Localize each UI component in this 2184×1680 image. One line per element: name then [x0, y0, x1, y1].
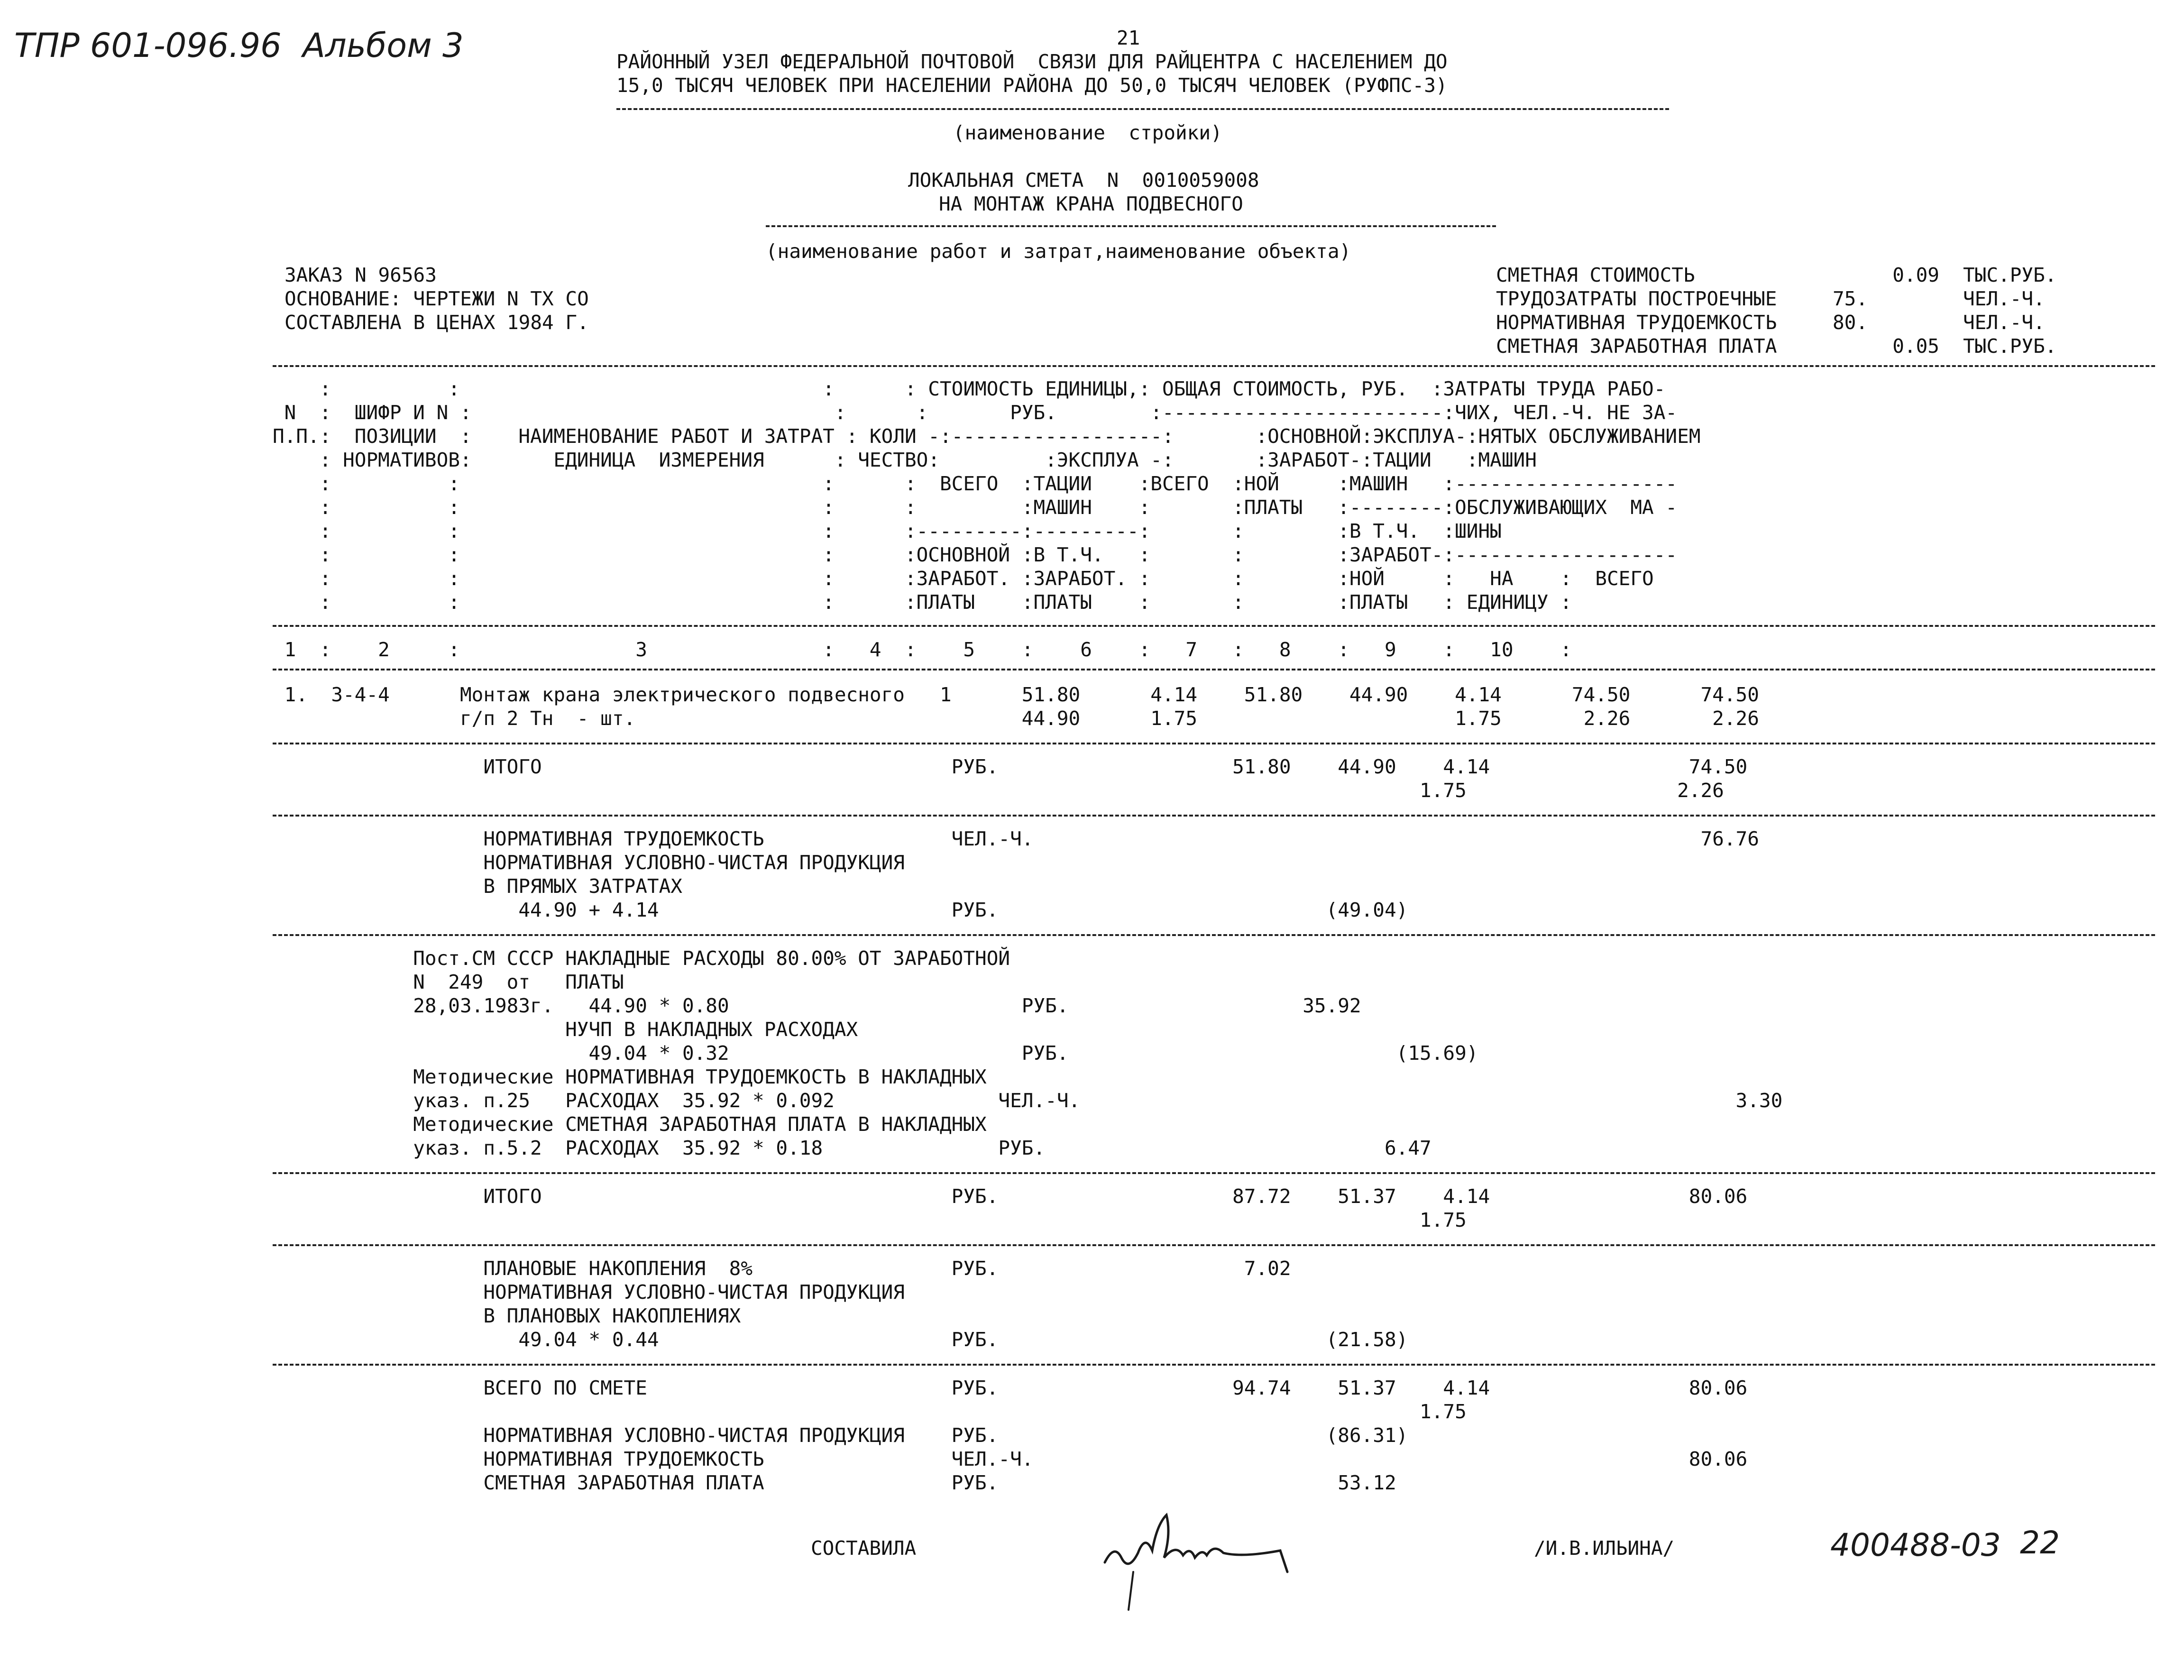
header-line: : : : :ЗАРАБОТ. :ЗАРАБОТ. : : :НОЙ : НА : ВСЕГО [273, 567, 1654, 590]
project-title-line2: 15,0 ТЫСЯЧ ЧЕЛОВЕК ПРИ НАСЕЛЕНИИ РАЙОНА ДО 50,0 ТЫСЯЧ ЧЕЛОВЕК (РУФПС-3) [616, 74, 1448, 97]
header-line: N : ШИФР И N : : : РУБ. :------------------------:ЧИХ, ЧЕЛ.-Ч. НЕ ЗА- [273, 401, 1678, 424]
table-row: НОРМАТИВНАЯ ТРУДОЕМКОСТЬ ЧЕЛ.-Ч. 80.06 [273, 1448, 1748, 1470]
table-row: СМЕТНАЯ ЗАРАБОТНАЯ ПЛАТА РУБ. 53.12 [273, 1471, 1396, 1494]
summary-label: СМЕТНАЯ СТОИМОСТЬ [1496, 264, 1695, 286]
table-row: В ПЛАНОВЫХ НАКОПЛЕНИЯХ [273, 1304, 741, 1327]
page-number: 21 [1117, 27, 1140, 49]
table-row: ИТОГО РУБ. 87.72 51.37 4.14 80.06 [273, 1185, 1748, 1208]
header-line: П.П.: ПОЗИЦИИ : НАИМЕНОВАНИЕ РАБОТ И ЗАТРАТ : КОЛИ -:------------------: :ОСНОВНОЙ:ЭКСПЛУА-:НЯТЫХ ОБСЛУЖИВАНИЕМ [273, 425, 1701, 448]
row-separator [273, 1364, 2155, 1366]
table-row: НОРМАТИВНАЯ УСЛОВНО-ЧИСТАЯ ПРОДУКЦИЯ РУБ. (86.31) [273, 1424, 1408, 1447]
table-row: Методические СМЕТНАЯ ЗАРАБОТНАЯ ПЛАТА В НАКЛАДНЫХ [273, 1113, 987, 1136]
project-caption: (наименование стройки) [953, 121, 1222, 144]
header-line: : : : : :МАШИН : :ПЛАТЫ :--------:ОБСЛУЖИВАЮЩИХ МА - [273, 496, 1678, 519]
header-line: : : : :ПЛАТЫ :ПЛАТЫ : : :ПЛАТЫ : ЕДИНИЦУ : [273, 591, 1572, 614]
table-body [273, 683, 2155, 1495]
project-title-line1: РАЙОННЫЙ УЗЕЛ ФЕДЕРАЛЬНОЙ ПОЧТОВОЙ СВЯЗИ ДЛЯ РАЙЦЕНТРА С НАСЕЛЕНИЕМ ДО [616, 50, 1448, 73]
table-row: 28,03.1983г. 44.90 * 0.80 РУБ. 35.92 [273, 994, 1361, 1017]
table-header [273, 377, 1700, 614]
table-row: 49.04 * 0.44 РУБ. (21.58) [273, 1328, 1408, 1351]
summary-label: НОРМАТИВНАЯ ТРУДОЕМКОСТЬ [1496, 311, 1777, 334]
table-row: НОРМАТИВНАЯ УСЛОВНО-ЧИСТАЯ ПРОДУКЦИЯ [273, 851, 905, 874]
table-row: Методические НОРМАТИВНАЯ ТРУДОЕМКОСТЬ В НАКЛАДНЫХ [273, 1065, 987, 1088]
summary-value: 0.05 [1892, 335, 1939, 358]
project-underline [616, 108, 1669, 110]
handwritten-sheet: 22 [2020, 1524, 2060, 1561]
summary-unit: ТЫС.РУБ. [1963, 264, 2057, 286]
summary-label: СМЕТНАЯ ЗАРАБОТНАЯ ПЛАТА [1496, 335, 1777, 358]
table-row: ПЛАНОВЫЕ НАКОПЛЕНИЯ 8% РУБ. 7.02 [273, 1257, 1291, 1280]
row-separator [273, 743, 2155, 744]
header-bottom-rule [273, 625, 2155, 627]
summary-label: ТРУДОЗАТРАТЫ ПОСТРОЕЧНЫЕ [1496, 287, 1777, 310]
table-row: НУЧП В НАКЛАДНЫХ РАСХОДАХ [273, 1018, 858, 1041]
table-row: 1.75 [273, 1209, 1467, 1231]
table-row: 49.04 * 0.32 РУБ. (15.69) [273, 1042, 1478, 1065]
table-row: В ПРЯМЫХ ЗАТРАТАХ [273, 875, 682, 898]
table-row: 44.90 + 4.14 РУБ. (49.04) [273, 899, 1408, 921]
summary-value: 75. [1833, 287, 1868, 310]
estimate-underline [766, 225, 1496, 227]
table-row: ИТОГО РУБ. 51.80 44.90 4.14 74.50 [273, 755, 1748, 778]
compiled-by-label: СОСТАВИЛА [811, 1537, 917, 1560]
summary-value: 0.09 [1892, 264, 1939, 286]
table-top-rule [273, 365, 2155, 367]
table-row: г/п 2 Тн - шт. 44.90 1.75 1.75 2.26 2.26 [273, 707, 1759, 730]
basis: ОСНОВАНИЕ: ЧЕРТЕЖИ N ТХ СО [284, 287, 589, 310]
table-row: 1.75 2.26 [273, 779, 1724, 802]
table-row: НОРМАТИВНАЯ УСЛОВНО-ЧИСТАЯ ПРОДУКЦИЯ [273, 1281, 905, 1304]
table-row: НОРМАТИВНАЯ ТРУДОЕМКОСТЬ ЧЕЛ.-Ч. 76.76 [273, 827, 1759, 850]
row-separator [273, 934, 2155, 936]
table-row: указ. п.5.2 РАСХОДАХ 35.92 * 0.18 РУБ. 6.47 [273, 1137, 1432, 1159]
handwritten-code: 400488-03 [1830, 1527, 2001, 1563]
table-row: Пост.СМ СССР НАКЛАДНЫЕ РАСХОДЫ 80.00% ОТ ЗАРАБОТНОЙ [273, 947, 1010, 970]
header-line: : : : :---------:---------: : :В Т.Ч. :ШИНЫ [273, 520, 1502, 542]
estimate-caption: (наименование работ и затрат,наименование объекта) [766, 240, 1351, 263]
handwritten-album-note: ТПР 601-096.96 Альбом 3 [14, 26, 464, 65]
estimate-title: ЛОКАЛЬНАЯ СМЕТА N 0010059008 [908, 169, 1259, 192]
compiled-by-name: /И.В.ИЛЬИНА/ [1534, 1537, 1675, 1560]
summary-unit: ЧЕЛ.-Ч. [1963, 287, 2045, 310]
header-line: : : : :ОСНОВНОЙ :В Т.Ч. : : :ЗАРАБОТ-:------------------- [273, 543, 1678, 566]
row-separator [273, 1244, 2155, 1246]
summary-unit: ЧЕЛ.-Ч. [1963, 311, 2045, 334]
estimate-subtitle: НА МОНТАЖ КРАНА ПОДВЕСНОГО [939, 193, 1243, 215]
price-base: СОСТАВЛЕНА В ЦЕНАХ 1984 Г. [284, 311, 589, 334]
header-line: : : : : ВСЕГО :ТАЦИИ :ВСЕГО :НОЙ :МАШИН :------------------- [273, 472, 1678, 495]
summary-unit: ТЫС.РУБ. [1963, 335, 2057, 358]
order-number: ЗАКАЗ N 96563 [284, 264, 437, 286]
table-row: ВСЕГО ПО СМЕТЕ РУБ. 94.74 51.37 4.14 80.06 [273, 1377, 1748, 1399]
table-row: указ. п.25 РАСХОДАХ 35.92 * 0.092 ЧЕЛ.-Ч. 3.30 [273, 1089, 1783, 1112]
signature [1100, 1506, 1299, 1615]
header-line: : : : : СТОИМОСТЬ ЕДИНИЦЫ,: ОБЩАЯ СТОИМОСТЬ, РУБ. :ЗАТРАТЫ ТРУДА РАБО- [273, 377, 1666, 400]
table-row: 1.75 [273, 1400, 1467, 1423]
header-line: : НОРМАТИВОВ: ЕДИНИЦА ИЗМЕРЕНИЯ : ЧЕСТВО: :ЭКСПЛУА -: :ЗАРАБОТ-:ТАЦИИ :МАШИН [273, 449, 1537, 471]
column-numbers: 1 : 2 : 3 : 4 : 5 : 6 : 7 : 8 : 9 : 10 : [273, 638, 1572, 661]
table-row: 1. 3-4-4 Монтаж крана электрического подвесного 1 51.80 4.14 51.80 44.90 4.14 74.50 74.50 [273, 683, 1759, 706]
column-numbers-rule [273, 669, 2155, 670]
table-row: N 249 от ПЛАТЫ [273, 971, 624, 993]
row-separator [273, 815, 2155, 817]
summary-value: 80. [1833, 311, 1868, 334]
row-separator [273, 1172, 2155, 1174]
